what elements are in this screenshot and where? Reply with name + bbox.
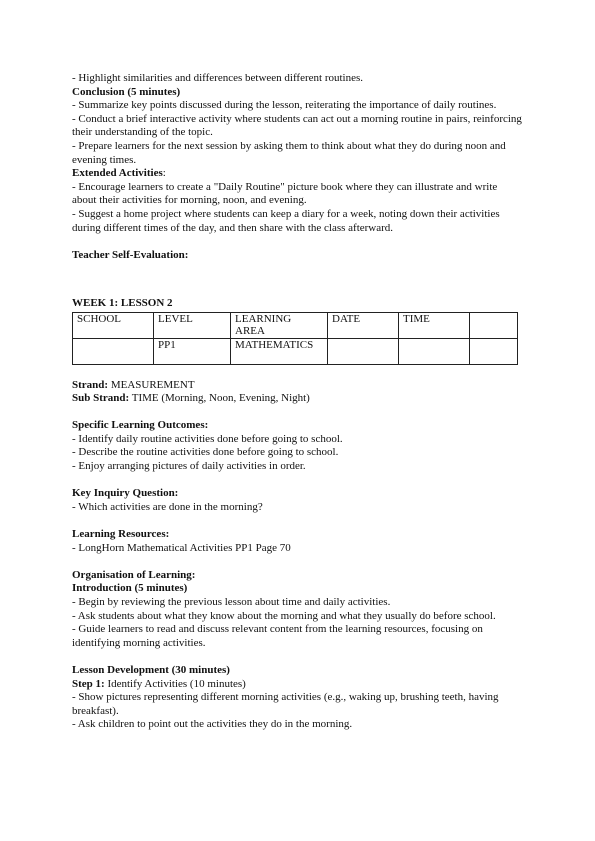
table-cell: PP1 [154, 338, 231, 364]
conclusion-item: - Prepare learners for the next session by asking them to think about what they do during noon and evening times. [72, 139, 506, 166]
extended-item: - Suggest a home project where students can keep a diary for a week, noting down their activities during different times of the day, and then share with the class afterward. [72, 207, 500, 234]
conclusion-item: - Summarize key points discussed during the lesson, reiterating the importance of daily routines. [72, 99, 497, 112]
table-header-cell: LEARNING AREA [231, 312, 328, 338]
table-cell [470, 338, 518, 364]
table-cell [328, 338, 399, 364]
outcome-item: - Identify daily routine activities done before going to school. [72, 432, 343, 445]
step-value: Identify Activities (10 minutes) [104, 677, 246, 690]
self-evaluation-heading: Teacher Self-Evaluation: [72, 248, 189, 261]
resources-heading: Learning Resources: [72, 528, 170, 541]
step-label: Step 1: [72, 677, 105, 690]
organisation-heading: Organisation of Learning: [72, 568, 196, 581]
step-line [72, 678, 524, 692]
development-item: - Ask children to point out the activities they do in the morning. [72, 718, 353, 731]
development-item: - Show pictures representing different morning activities (e.g., waking up, brushing teeth, having breakfast). [72, 691, 499, 717]
table-header-cell: DATE [328, 312, 399, 338]
introduction-item: - Ask students about what they know about the morning and what they usually do before school. [72, 609, 496, 622]
inquiry-item: - Which activities are done in the morning? [72, 500, 263, 513]
table-header-cell: LEVEL [154, 312, 231, 338]
conclusion-heading: Conclusion (5 minutes) [72, 85, 181, 98]
document-page [72, 72, 524, 732]
introduction-item: - Begin by reviewing the previous lesson about time and daily activities. [72, 596, 391, 608]
development-heading: Lesson Development (30 minutes) [72, 663, 230, 676]
table-header-cell [470, 312, 518, 338]
table-cell [73, 338, 154, 364]
sub-strand-line [72, 392, 524, 406]
strand-value: MEASUREMENT [108, 378, 195, 391]
extended-item: - Encourage learners to create a "Daily Routine" picture book where they can illustrate and write about their activities for morning, noon, and evening. [72, 180, 498, 207]
intro-line: - Highlight similarities and differences between different routines. [72, 72, 364, 84]
outcomes-heading: Specific Learning Outcomes: [72, 419, 209, 432]
week-heading: WEEK 1: LESSON 2 [72, 297, 173, 310]
table-cell: MATHEMATICS [231, 338, 328, 364]
introduction-heading: Introduction (5 minutes) [72, 582, 188, 595]
extended-heading-line [72, 167, 524, 181]
outcome-item: - Enjoy arranging pictures of daily activities in order. [72, 460, 306, 473]
resource-item: - LongHorn Mathematical Activities PP1 Page 70 [72, 541, 291, 554]
introduction-item: - Guide learners to read and discuss relevant content from the learning resources, focusing on identifying morning activities. [72, 623, 483, 649]
conclusion-item: - Conduct a brief interactive activity where students can act out a morning routine in pairs, reinforcing their understanding of the topic. [72, 112, 522, 139]
table-header-cell: TIME [399, 312, 470, 338]
strand-label: Strand: [72, 378, 109, 391]
outcome-item: - Describe the routine activities done before going to school. [72, 446, 339, 459]
table-header-row [73, 312, 518, 338]
table-cell [399, 338, 470, 364]
sub-strand-value: TIME (Morning, Noon, Evening, Night) [129, 392, 310, 405]
inquiry-heading: Key Inquiry Question: [72, 487, 179, 500]
table-header-cell: SCHOOL [73, 312, 154, 338]
extended-colon: : [162, 167, 166, 180]
table-row [73, 338, 518, 364]
lesson-info-table [72, 312, 518, 365]
sub-strand-label: Sub Strand: [72, 392, 130, 405]
strand-line [72, 379, 524, 393]
extended-heading: Extended Activities [72, 167, 163, 180]
